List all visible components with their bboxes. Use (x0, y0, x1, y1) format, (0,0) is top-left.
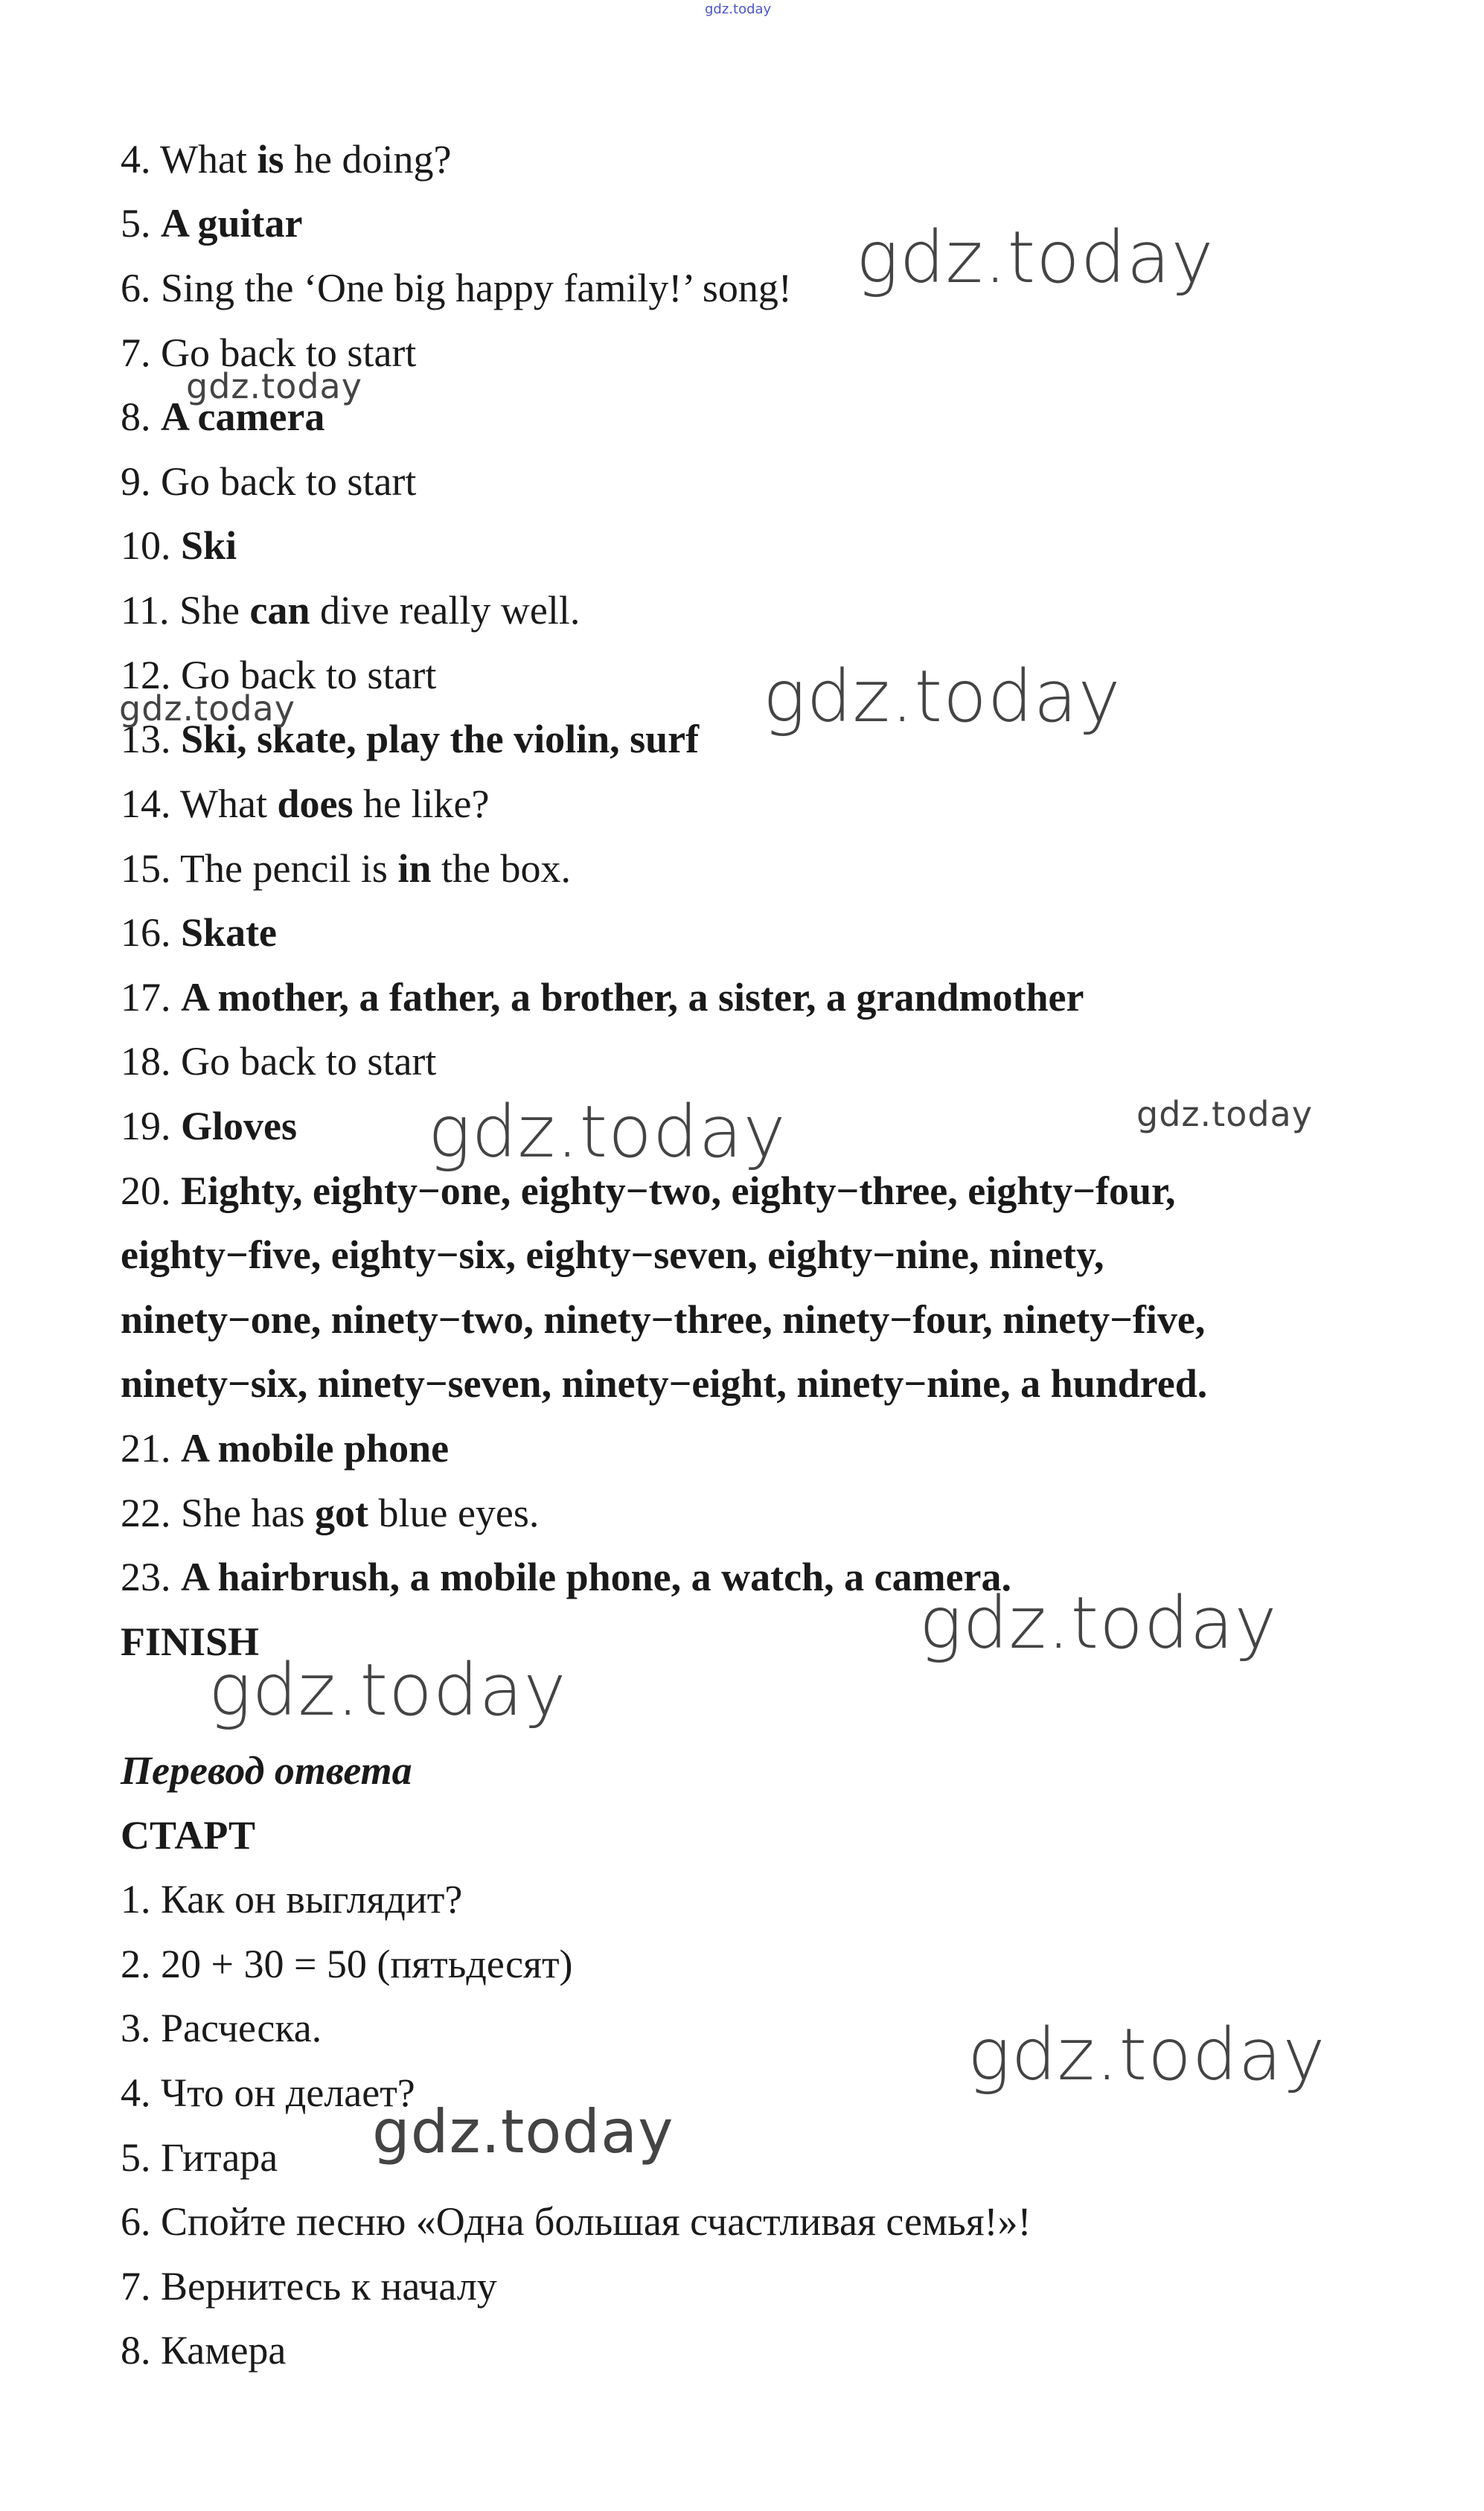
item-number: 22. (121, 1491, 181, 1535)
bold-text: Skate (181, 910, 278, 955)
bold-text: FINISH (121, 1619, 260, 1664)
bold-text: A hairbrush, a mobile phone, a watch, a camera. (181, 1555, 1012, 1599)
item-number: 8. (121, 394, 161, 439)
bold-text: does (277, 781, 354, 826)
bold-text: in (397, 846, 432, 891)
translation-line-6: 6. Спойте песню «Одна большая счастливая семья!»! (121, 2199, 1032, 2244)
plain-text: What (180, 781, 278, 826)
bold-text: ninety−one, ninety−two, ninety−three, ninety−four, ninety−five, (121, 1297, 1206, 1342)
watermark: gdz.today (186, 366, 362, 406)
bold-text: A guitar (161, 201, 303, 246)
translation-line-4: 4. Что он делает? (121, 2070, 415, 2115)
translation-line-2: 2. 20 + 30 = 50 (пятьдесят) (121, 1942, 573, 1986)
answer-line-16 (121, 910, 277, 955)
plain-text: dive really well. (310, 588, 581, 633)
plain-text: he like? (353, 781, 490, 826)
plain-text: Sing the ‘One big happy family!’ song! (161, 266, 792, 310)
watermark: gdz.today (428, 1090, 787, 1174)
answer-line-5 (121, 201, 303, 246)
answer-line-20d (121, 1361, 1207, 1406)
item-number: 13. (121, 717, 181, 761)
answer-line-11 (121, 588, 580, 633)
item-number: 5. (121, 201, 161, 246)
plain-text: blue eyes. (368, 1491, 540, 1535)
bold-text: Gloves (181, 1104, 297, 1148)
plain-text: Go back to start (161, 459, 417, 504)
item-number: 20. (121, 1168, 181, 1213)
plain-text: She has (181, 1491, 315, 1535)
answer-line-18 (121, 1039, 436, 1084)
watermark: gdz.today (856, 216, 1215, 299)
answer-line-19 (121, 1104, 297, 1148)
answer-line-22 (121, 1491, 539, 1535)
answer-line-15 (121, 846, 571, 891)
translation-line-3: 3. Расческа. (121, 2006, 322, 2050)
watermark: gdz.today (1136, 1094, 1313, 1134)
watermark: gdz.today (208, 1648, 567, 1732)
plain-text: he doing? (284, 137, 452, 182)
item-number: 21. (121, 1426, 181, 1471)
translation-line-5: 5. Гитара (121, 2135, 278, 2180)
watermark: gdz.today (968, 2013, 1326, 2096)
item-number: 6. (121, 266, 161, 310)
answer-line-20c (121, 1297, 1205, 1342)
item-number: 10. (121, 523, 181, 568)
plain-text: The pencil is (180, 846, 398, 891)
bold-text: Eighty, eighty−one, eighty−two, eighty−three, eighty−four, (181, 1168, 1176, 1213)
answer-line-23 (121, 1555, 1011, 1599)
translation-line-1: 1. Как он выглядит? (121, 1877, 463, 1922)
item-number: 11. (121, 588, 179, 633)
answer-line-6 (121, 266, 792, 310)
watermark: gdz.today (919, 1581, 1278, 1665)
bold-text: A mother, a father, a brother, a sister, a grandmother (181, 975, 1084, 1020)
answer-line-20b (121, 1232, 1104, 1277)
bold-text: eighty−five, eighty−six, eighty−seven, eighty−nine, ninety, (121, 1232, 1104, 1277)
plain-text: What (160, 137, 258, 182)
translation-line-7: 7. Вернитесь к началу (121, 2264, 497, 2309)
watermark: gdz.today (763, 655, 1122, 738)
bold-text: can (249, 588, 310, 633)
bold-text: A camera (161, 394, 325, 439)
plain-text: Go back to start (181, 1039, 437, 1084)
start-label: СТАРТ (121, 1813, 255, 1858)
answer-line-17 (121, 975, 1084, 1020)
bold-text: Ski (181, 523, 237, 568)
answer-line-10 (121, 523, 237, 568)
answer-line-4 (121, 137, 451, 182)
item-number: 23. (121, 1555, 181, 1599)
item-number: 7. (121, 330, 161, 375)
item-number: 18. (121, 1039, 181, 1084)
item-number: 16. (121, 910, 181, 955)
watermark-top: gdz.today (705, 1, 772, 17)
plain-text: Go back to start (161, 330, 417, 375)
translation-heading: Перевод ответа (121, 1748, 412, 1793)
bold-text: is (257, 137, 284, 182)
watermark: gdz.today (372, 2097, 674, 2166)
item-number: 14. (121, 781, 181, 826)
item-number: 17. (121, 975, 181, 1020)
watermark: gdz.today (119, 688, 295, 729)
item-number: 19. (121, 1104, 181, 1148)
answer-line-20a (121, 1168, 1176, 1213)
item-number: 4. (121, 137, 161, 182)
translation-line-8: 8. Камера (121, 2328, 287, 2373)
plain-text: Go back to start (181, 653, 437, 697)
bold-text: Ski, skate, play the violin, surf (181, 717, 700, 761)
item-number: 12. (121, 653, 181, 697)
item-number: 15. (121, 846, 181, 891)
answer-line-21 (121, 1426, 449, 1471)
bold-text: ninety−six, ninety−seven, ninety−eight, ninety−nine, a hundred. (121, 1361, 1208, 1406)
answer-line-9 (121, 459, 416, 504)
plain-text: She (179, 588, 250, 633)
plain-text: the box. (431, 846, 571, 891)
item-number: 9. (121, 459, 161, 504)
answer-line-14 (121, 781, 489, 826)
bold-text: A mobile phone (181, 1426, 450, 1471)
bold-text: got (314, 1491, 368, 1535)
